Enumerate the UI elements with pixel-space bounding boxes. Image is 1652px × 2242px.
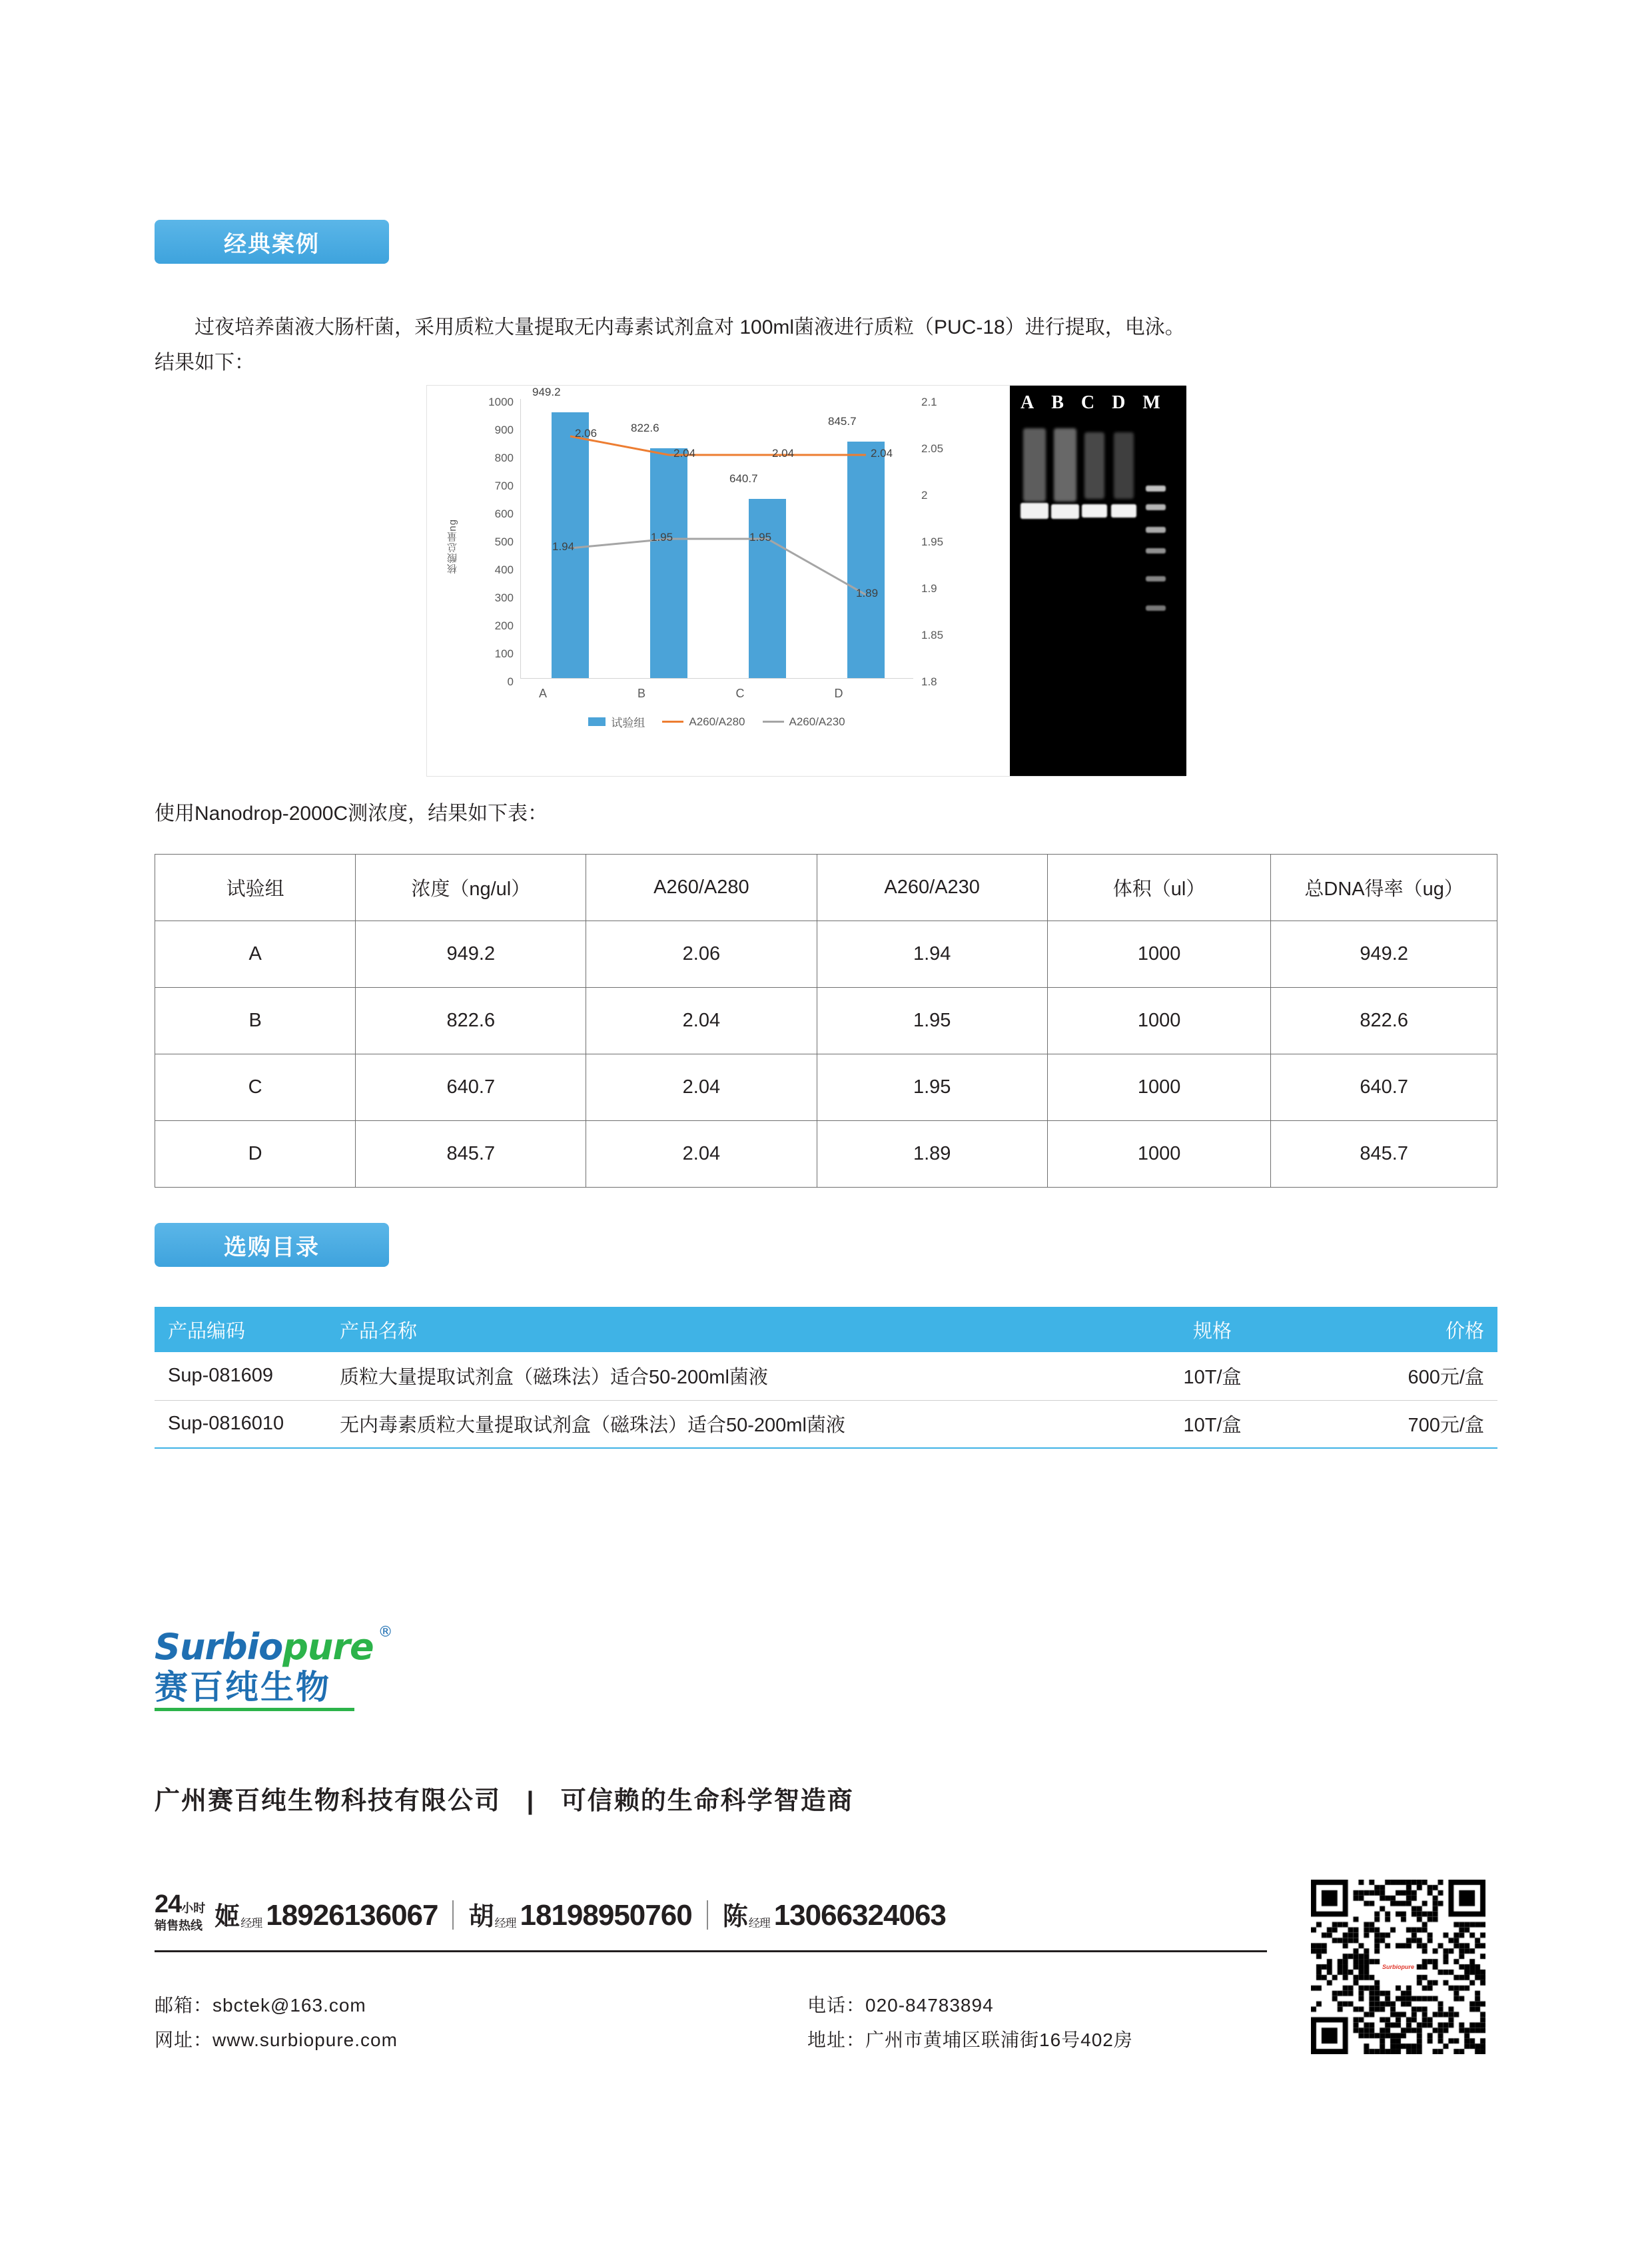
cell-volume: 1000 xyxy=(1047,921,1271,988)
intro-line-2: 结果如下： xyxy=(155,351,254,374)
product-header-row xyxy=(155,1307,1497,1352)
qr-center-logo: Surbiopure xyxy=(1380,1949,1416,1985)
th-conc: 浓度（ng/ul） xyxy=(356,855,586,921)
nanodrop-note: 使用Nanodrop-2000C测浓度，结果如下表： xyxy=(155,803,548,825)
y2-tick: 2.05 xyxy=(921,442,944,455)
y-tick: 700 xyxy=(494,480,514,492)
tel-row xyxy=(807,1988,1133,2023)
bar-label-D: 845.7 xyxy=(828,415,857,428)
y2-tick: 1.95 xyxy=(921,536,944,548)
th-group: 试验组 xyxy=(155,855,356,921)
th-product-spec: 规格 xyxy=(1112,1307,1312,1352)
address-label: 地址： xyxy=(807,2029,866,2050)
product-row[interactable] xyxy=(155,1400,1497,1448)
qr-code[interactable] xyxy=(1311,1880,1485,2054)
chart-lines xyxy=(521,399,914,679)
email-row xyxy=(155,1988,398,2023)
legend-swatch-line-icon xyxy=(662,721,683,723)
gel-lane-label-d: D xyxy=(1112,392,1126,413)
chart-plot-area xyxy=(520,399,913,679)
th-product-code: 产品编码 xyxy=(155,1307,326,1352)
y-tick: 400 xyxy=(494,563,514,576)
product-name: 质粒大量提取试剂盒（磁珠法）适合50-200ml菌液 xyxy=(326,1352,1112,1400)
y-tick: 500 xyxy=(494,536,514,548)
gel-lane-label-b: B xyxy=(1051,392,1064,413)
cell-a260a280: 2.04 xyxy=(586,988,817,1054)
cell-yield: 822.6 xyxy=(1271,988,1497,1054)
logo-underline xyxy=(155,1708,354,1711)
gel-marker-band xyxy=(1146,576,1166,581)
y2-tick: 2.1 xyxy=(921,396,937,408)
hotline-24-number: 24 xyxy=(155,1890,182,1918)
th-a260a230: A260/A230 xyxy=(817,855,1047,921)
table-row xyxy=(155,1121,1497,1188)
section-heading-catalog-label: 选购目录 xyxy=(224,1234,320,1260)
cell-conc: 845.7 xyxy=(356,1121,586,1188)
cell-conc: 822.6 xyxy=(356,988,586,1054)
cell-group: D xyxy=(155,1121,356,1188)
contact-1-name: 姬 xyxy=(214,1902,240,1931)
logo-chinese-name: 赛百纯生物 xyxy=(155,1669,331,1706)
contact-3-phone[interactable]: 13066324063 xyxy=(773,1898,946,1932)
th-product-price: 价格 xyxy=(1312,1307,1497,1352)
th-product-name: 产品名称 xyxy=(326,1307,1112,1352)
hotline-24h-label xyxy=(155,1890,214,1932)
hotline-contacts xyxy=(214,1896,946,1932)
gel-band xyxy=(1051,504,1079,519)
section-heading-catalog xyxy=(155,1223,389,1267)
cell-yield: 949.2 xyxy=(1271,921,1497,988)
cell-volume: 1000 xyxy=(1047,1121,1271,1188)
logo-wordmark-part2: pure xyxy=(282,1626,374,1668)
legend-label-bar: 试验组 xyxy=(611,717,645,729)
product-code: Sup-0816010 xyxy=(155,1400,326,1448)
email-value[interactable]: sbctek@163.com xyxy=(212,1995,366,2016)
gel-marker-band xyxy=(1146,527,1166,533)
product-name: 无内毒素质粒大量提取试剂盒（磁珠法）适合50-200ml菌液 xyxy=(326,1400,1112,1448)
case-figure xyxy=(426,385,1186,777)
product-spec: 10T/盒 xyxy=(1112,1352,1312,1400)
cell-yield: 845.7 xyxy=(1271,1121,1497,1188)
gel-marker-band xyxy=(1146,504,1166,510)
registered-trademark-icon: ® xyxy=(378,1624,392,1641)
chart-legend xyxy=(520,713,913,730)
y-tick: 200 xyxy=(494,619,514,632)
product-catalog-table xyxy=(155,1307,1497,1449)
table-row xyxy=(155,1054,1497,1121)
y2-tick: 1.85 xyxy=(921,629,944,641)
email-label: 邮箱： xyxy=(155,1995,213,2016)
a260a230-label-C: 1.95 xyxy=(749,531,772,544)
y-tick: 800 xyxy=(494,452,514,464)
gel-band xyxy=(1111,504,1136,518)
intro-line-1: 过夜培养菌液大肠杆菌，采用质粒大量提取无内毒素试剂盒对 100ml菌液进行质粒（PUC-18）进行提取，电泳。 xyxy=(195,316,1185,338)
gel-marker-band xyxy=(1146,486,1166,492)
gel-smear xyxy=(1023,428,1046,502)
y2-tick: 1.9 xyxy=(921,582,937,595)
bar-label-B: 822.6 xyxy=(631,422,659,434)
sales-hotline xyxy=(155,1890,946,1932)
legend-label-a260a280: A260/A280 xyxy=(689,715,745,728)
contact-2-name: 胡 xyxy=(468,1902,494,1931)
legend-item-a260a230 xyxy=(763,715,845,729)
product-price: 600元/盒 xyxy=(1312,1352,1497,1400)
company-logo xyxy=(155,1624,392,1711)
contact-1-phone[interactable]: 18926136067 xyxy=(266,1898,438,1932)
y2-tick: 2 xyxy=(921,489,928,502)
legend-item-a260a280 xyxy=(662,715,745,729)
cell-yield: 640.7 xyxy=(1271,1054,1497,1121)
cell-a260a230: 1.89 xyxy=(817,1121,1047,1188)
bar-label-A: 949.2 xyxy=(532,386,561,398)
y-tick: 300 xyxy=(494,591,514,604)
results-table xyxy=(155,854,1497,1188)
table-row xyxy=(155,988,1497,1054)
th-yield: 总DNA得率（ug） xyxy=(1271,855,1497,921)
x-tick: D xyxy=(834,687,843,700)
company-name: 广州赛百纯生物科技有限公司 xyxy=(155,1787,502,1815)
bar-label-C: 640.7 xyxy=(729,472,758,485)
intro-paragraph xyxy=(155,310,1497,380)
x-tick: C xyxy=(735,687,745,700)
a260a280-label-D: 2.04 xyxy=(871,447,893,460)
gel-lane-label-a: A xyxy=(1021,392,1034,413)
logo-wordmark xyxy=(155,1624,392,1668)
gel-marker-band xyxy=(1146,605,1166,611)
gel-band xyxy=(1021,503,1048,519)
th-a260a280: A260/A280 xyxy=(586,855,817,921)
cell-volume: 1000 xyxy=(1047,988,1271,1054)
tel-label: 电话： xyxy=(807,1995,866,2016)
legend-swatch-bar-icon xyxy=(588,717,606,726)
contact-divider xyxy=(452,1900,454,1930)
a260a230-label-B: 1.95 xyxy=(651,531,673,544)
contact-info-left xyxy=(155,1988,398,2057)
cell-conc: 949.2 xyxy=(356,921,586,988)
cell-group: C xyxy=(155,1054,356,1121)
y2-tick: 1.8 xyxy=(921,675,937,688)
cell-a260a230: 1.95 xyxy=(817,988,1047,1054)
tel-value[interactable]: 020-84783894 xyxy=(865,1995,994,2016)
gel-marker-band xyxy=(1146,548,1166,554)
section-heading-case-label: 经典案例 xyxy=(224,231,320,257)
website-value[interactable]: www.surbiopure.com xyxy=(212,2029,398,2050)
cell-a260a280: 2.04 xyxy=(586,1121,817,1188)
cell-group: B xyxy=(155,988,356,1054)
cell-a260a230: 1.95 xyxy=(817,1054,1047,1121)
legend-item-bar xyxy=(588,713,645,730)
gel-smear xyxy=(1054,428,1076,502)
y-tick: 1000 xyxy=(488,396,514,408)
address-row xyxy=(807,2023,1133,2057)
contact-divider xyxy=(707,1900,708,1930)
cell-a260a230: 1.94 xyxy=(817,921,1047,988)
y-tick: 100 xyxy=(494,647,514,660)
table-header-row xyxy=(155,855,1497,921)
product-row[interactable] xyxy=(155,1352,1497,1400)
a260a280-label-A: 2.06 xyxy=(575,427,598,440)
website-label: 网址： xyxy=(155,2029,213,2050)
combo-chart xyxy=(427,386,1010,776)
product-price: 700元/盒 xyxy=(1312,1400,1497,1448)
legend-swatch-line2-icon xyxy=(763,721,784,723)
gel-electrophoresis-image xyxy=(1010,386,1186,776)
th-volume: 体积（ul） xyxy=(1047,855,1271,921)
company-slogan: 可信赖的生命科学智造商 xyxy=(560,1787,854,1815)
company-separator: | xyxy=(526,1787,536,1815)
cell-group: A xyxy=(155,921,356,988)
contact-2-phone[interactable]: 18198950760 xyxy=(520,1898,692,1932)
y-tick: 900 xyxy=(494,424,514,436)
hotline-label: 销售热线 xyxy=(155,1918,203,1932)
hotline-divider-rule xyxy=(155,1950,1267,1952)
company-name-line xyxy=(155,1780,854,1816)
address-value: 广州市黄埔区联浦街16号402房 xyxy=(865,2029,1133,2050)
y-tick: 0 xyxy=(507,675,514,688)
contact-1-role: 经理 xyxy=(240,1916,262,1930)
product-code: Sup-081609 xyxy=(155,1352,326,1400)
section-heading-case xyxy=(155,220,389,264)
chart-y-axis-label: 核酸总量ng xyxy=(447,519,458,574)
gel-lane-labels xyxy=(1010,392,1186,414)
gel-band xyxy=(1082,504,1107,518)
gel-smear xyxy=(1084,432,1104,499)
y-tick: 600 xyxy=(494,508,514,520)
legend-label-a260a230: A260/A230 xyxy=(789,715,845,728)
product-spec: 10T/盒 xyxy=(1112,1400,1312,1448)
gel-lane-label-m: M xyxy=(1142,392,1160,413)
a260a280-label-C: 2.04 xyxy=(772,447,795,460)
cell-conc: 640.7 xyxy=(356,1054,586,1121)
cell-a260a280: 2.04 xyxy=(586,1054,817,1121)
a260a230-label-A: 1.94 xyxy=(552,540,575,553)
a260a230-label-D: 1.89 xyxy=(856,587,879,599)
a260a280-label-B: 2.04 xyxy=(673,447,696,460)
contact-3-role: 经理 xyxy=(748,1916,770,1930)
contact-3-name: 陈 xyxy=(722,1902,747,1931)
table-row xyxy=(155,921,1497,988)
cell-a260a280: 2.06 xyxy=(586,921,817,988)
website-row xyxy=(155,2023,398,2057)
x-tick: B xyxy=(637,687,645,700)
x-tick: A xyxy=(538,687,547,700)
gel-lane-label-c: C xyxy=(1080,392,1095,413)
cell-volume: 1000 xyxy=(1047,1054,1271,1121)
logo-wordmark-part1: Surbio xyxy=(155,1626,283,1668)
hotline-24-unit: 小时 xyxy=(181,1902,206,1915)
contact-2-role: 经理 xyxy=(494,1916,516,1930)
gel-smear xyxy=(1114,432,1134,499)
contact-info-right xyxy=(807,1988,1133,2057)
